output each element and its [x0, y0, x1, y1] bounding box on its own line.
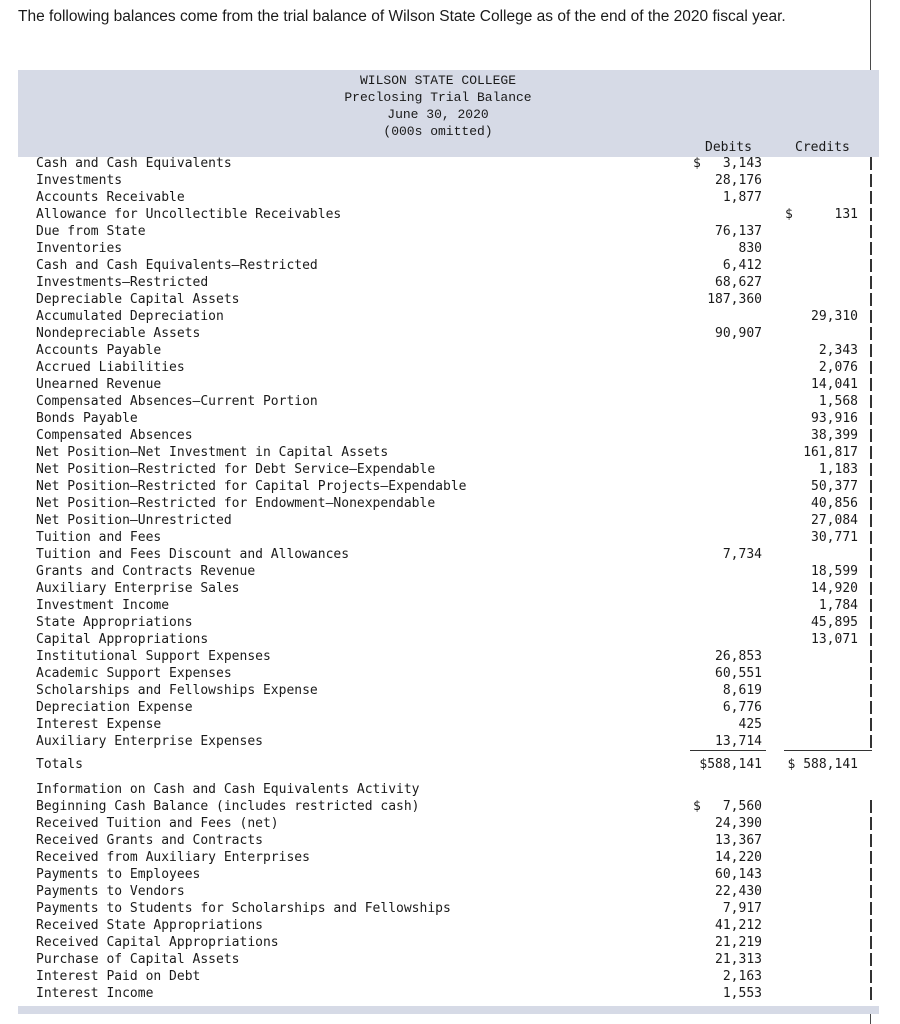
row-edge-marker [870, 953, 872, 966]
account-name: Accounts Receivable [36, 190, 185, 205]
table-row [18, 597, 879, 614]
row-edge-marker [870, 667, 872, 680]
credit-amount: 1,568 [818, 394, 858, 409]
cash-activity-amount: 21,219 [715, 935, 762, 950]
row-edge-marker [870, 902, 872, 915]
cash-activity-amount: 41,212 [715, 918, 762, 933]
debit-amount: 6,412 [722, 258, 762, 273]
table-row [18, 189, 879, 206]
table-row [18, 291, 879, 308]
debit-amount: 26,853 [715, 649, 762, 664]
row-edge-marker [870, 157, 872, 170]
table-row [18, 478, 879, 495]
account-name: Investments [36, 173, 123, 188]
totals-label: Totals [36, 757, 83, 772]
credit-amount: 2,343 [818, 343, 858, 358]
table-row [18, 325, 879, 342]
table-row [18, 308, 879, 325]
credit-amount: 131 [834, 207, 858, 222]
cash-activity-row [18, 900, 879, 917]
account-name: Net Position—Unrestricted [36, 513, 232, 528]
cash-activity-amount: 60,143 [715, 867, 762, 882]
account-name: Net Position—Restricted for Debt Service—Expendable [36, 462, 436, 477]
debit-amount: 76,137 [715, 224, 762, 239]
credit-amount: 29,310 [811, 309, 858, 324]
row-edge-marker [870, 718, 872, 731]
trial-balance-rows [18, 155, 879, 1002]
row-edge-marker [870, 327, 872, 340]
debits-column-header: Debits [705, 140, 752, 155]
table-row [18, 631, 879, 648]
cash-activity-amount: 13,367 [715, 833, 762, 848]
debit-amount: 8,619 [722, 683, 762, 698]
debit-amount: 1,877 [722, 190, 762, 205]
table-row [18, 665, 879, 682]
table-row [18, 427, 879, 444]
debit-amount: 60,551 [715, 666, 762, 681]
table-row [18, 172, 879, 189]
credit-total: $ 588,141 [787, 757, 858, 772]
debit-amount: 187,360 [707, 292, 762, 307]
cash-activity-label: Received Grants and Contracts [36, 833, 263, 848]
debit-amount: 425 [738, 717, 762, 732]
college-name: WILSON STATE COLLEGE [359, 73, 517, 88]
cash-activity-row [18, 951, 879, 968]
account-name: Nondepreciable Assets [36, 326, 201, 341]
account-name: Grants and Contracts Revenue [36, 564, 256, 579]
cash-activity-row [18, 985, 879, 1002]
credit-amount: 1,784 [818, 598, 858, 613]
row-edge-marker [870, 344, 872, 357]
table-row [18, 410, 879, 427]
table-row [18, 444, 879, 461]
row-edge-marker [870, 395, 872, 408]
account-name: Compensated Absences—Current Portion [36, 394, 318, 409]
credit-amount: 14,920 [811, 581, 858, 596]
debit-amount: 68,627 [715, 275, 762, 290]
account-name: Depreciation Expense [36, 700, 193, 715]
credit-amount: 14,041 [811, 377, 858, 392]
cash-activity-row [18, 815, 879, 832]
credit-amount: 50,377 [811, 479, 858, 494]
debit-amount: 90,907 [715, 326, 762, 341]
account-name: Interest Expense [36, 717, 162, 732]
table-row [18, 206, 879, 223]
statement-date: June 30, 2020 [387, 107, 489, 122]
cash-activity-row [18, 917, 879, 934]
row-edge-marker [870, 548, 872, 561]
cash-activity-amount: 21,313 [715, 952, 762, 967]
row-edge-marker [870, 225, 872, 238]
cash-activity-row [18, 968, 879, 985]
credit-amount: 93,916 [811, 411, 858, 426]
credit-amount: 30,771 [811, 530, 858, 545]
row-edge-marker [870, 276, 872, 289]
credit-amount: 38,399 [811, 428, 858, 443]
row-edge-marker [870, 616, 872, 629]
row-edge-marker [870, 412, 872, 425]
table-row [18, 393, 879, 410]
row-edge-marker [870, 582, 872, 595]
account-name: Accumulated Depreciation [36, 309, 224, 324]
cash-dollar-sign: $ [693, 799, 701, 814]
row-edge-marker [870, 480, 872, 493]
row-edge-marker [870, 701, 872, 714]
account-name: Net Position—Restricted for Endowment—Nonexpendable [36, 496, 436, 511]
cash-activity-amount: 24,390 [715, 816, 762, 831]
row-edge-marker [870, 293, 872, 306]
row-edge-marker [870, 633, 872, 646]
row-edge-marker [870, 650, 872, 663]
cash-activity-label: Payments to Students for Scholarships and Fellowships [36, 901, 451, 916]
table-row [18, 155, 879, 172]
table-row [18, 682, 879, 699]
table-row [18, 376, 879, 393]
row-edge-marker [870, 565, 872, 578]
cash-activity-row [18, 849, 879, 866]
cash-activity-amount: 1,553 [722, 986, 762, 1001]
account-name: Compensated Absences [36, 428, 193, 443]
cash-activity-amount: 14,220 [715, 850, 762, 865]
account-name: Cash and Cash Equivalents—Restricted [36, 258, 318, 273]
table-row [18, 240, 879, 257]
row-edge-marker [870, 259, 872, 272]
debit-amount: 3,143 [722, 156, 762, 171]
table-row [18, 699, 879, 716]
row-edge-marker [870, 987, 872, 1000]
credits-column-header: Credits [795, 140, 850, 155]
debit-total-rule [690, 750, 766, 751]
account-name: Scholarships and Fellowships Expense [36, 683, 318, 698]
table-row [18, 614, 879, 631]
table-row [18, 342, 879, 359]
table-row [18, 648, 879, 665]
table-row [18, 512, 879, 529]
table-row [18, 223, 879, 240]
table-row [18, 274, 879, 291]
row-edge-marker [870, 919, 872, 932]
credit-amount: 27,084 [811, 513, 858, 528]
row-edge-marker [870, 851, 872, 864]
totals-row [18, 756, 879, 773]
account-name: Academic Support Expenses [36, 666, 232, 681]
account-name: State Appropriations [36, 615, 193, 630]
table-row [18, 546, 879, 563]
row-edge-marker [870, 599, 872, 612]
cash-activity-row [18, 866, 879, 883]
cash-activity-title-row [18, 781, 879, 798]
row-edge-marker [870, 817, 872, 830]
account-name: Auxiliary Enterprise Expenses [36, 734, 263, 749]
credit-amount: 1,183 [818, 462, 858, 477]
credit-amount: 45,895 [811, 615, 858, 630]
table-row [18, 733, 879, 750]
row-edge-marker [870, 970, 872, 983]
credit-dollar-sign: $ [785, 207, 793, 222]
problem-intro: The following balances come from the trial balance of Wilson State College as of the end of the 2020 fiscal year. [18, 8, 786, 25]
row-edge-marker [870, 310, 872, 323]
row-edge-marker [870, 684, 872, 697]
account-name: Cash and Cash Equivalents [36, 156, 232, 171]
table-row [18, 495, 879, 512]
table-row [18, 580, 879, 597]
cash-activity-label: Beginning Cash Balance (includes restricted cash) [36, 799, 420, 814]
account-name: Auxiliary Enterprise Sales [36, 581, 240, 596]
account-name: Due from State [36, 224, 146, 239]
table-row [18, 529, 879, 546]
debit-amount: 830 [738, 241, 762, 256]
credit-amount: 161,817 [803, 445, 858, 460]
cash-activity-amount: 7,917 [722, 901, 762, 916]
cash-activity-amount: 2,163 [722, 969, 762, 984]
credit-amount: 40,856 [811, 496, 858, 511]
account-name: Bonds Payable [36, 411, 138, 426]
credit-total-rule [784, 750, 872, 751]
account-name: Net Position—Restricted for Capital Projects—Expendable [36, 479, 467, 494]
row-edge-marker [870, 936, 872, 949]
row-edge-marker [870, 885, 872, 898]
table-row [18, 257, 879, 274]
cash-activity-label: Received Capital Appropriations [36, 935, 279, 950]
row-edge-marker [870, 463, 872, 476]
account-name: Investments—Restricted [36, 275, 209, 290]
account-name: Allowance for Uncollectible Receivables [36, 207, 342, 222]
row-edge-marker [870, 208, 872, 221]
debit-amount: 7,734 [722, 547, 762, 562]
table-row [18, 716, 879, 733]
section-gap [18, 773, 879, 781]
cash-activity-label: Interest Income [36, 986, 154, 1001]
cash-activity-title: Information on Cash and Cash Equivalents Activity [36, 782, 420, 797]
credit-amount: 13,071 [811, 632, 858, 647]
cash-activity-row [18, 798, 879, 815]
table-bottom-band [18, 1006, 879, 1014]
units-note: (000s omitted) [383, 124, 493, 139]
debit-amount: 6,776 [722, 700, 762, 715]
account-name: Tuition and Fees Discount and Allowances [36, 547, 350, 562]
row-edge-marker [870, 242, 872, 255]
table-row [18, 359, 879, 376]
debit-amount: 28,176 [715, 173, 762, 188]
row-edge-marker [870, 800, 872, 813]
statement-title: Preclosing Trial Balance [344, 90, 532, 105]
account-name: Depreciable Capital Assets [36, 292, 240, 307]
row-edge-marker [870, 361, 872, 374]
cash-activity-label: Received from Auxiliary Enterprises [36, 850, 310, 865]
table-row [18, 563, 879, 580]
cash-activity-label: Purchase of Capital Assets [36, 952, 240, 967]
cash-activity-row [18, 832, 879, 849]
account-name: Institutional Support Expenses [36, 649, 271, 664]
cash-activity-amount: 7,560 [722, 799, 762, 814]
cash-activity-label: Received Tuition and Fees (net) [36, 816, 279, 831]
row-edge-marker [870, 868, 872, 881]
debit-amount: 13,714 [715, 734, 762, 749]
account-name: Accrued Liabilities [36, 360, 185, 375]
account-name: Net Position—Net Investment in Capital Assets [36, 445, 389, 460]
row-edge-marker [870, 378, 872, 391]
credit-amount: 18,599 [811, 564, 858, 579]
row-edge-marker [870, 531, 872, 544]
trial-balance-table [18, 70, 879, 1014]
account-name: Tuition and Fees [36, 530, 162, 545]
debit-total: $588,141 [699, 757, 762, 772]
row-edge-marker [870, 446, 872, 459]
cash-activity-label: Received State Appropriations [36, 918, 263, 933]
row-edge-marker [870, 429, 872, 442]
cash-activity-label: Payments to Employees [36, 867, 201, 882]
row-edge-marker [870, 735, 872, 748]
row-edge-marker [870, 514, 872, 527]
debit-dollar-sign: $ [693, 156, 701, 171]
cash-activity-label: Interest Paid on Debt [36, 969, 201, 984]
cash-activity-label: Payments to Vendors [36, 884, 185, 899]
row-edge-marker [870, 497, 872, 510]
cash-activity-row [18, 883, 879, 900]
account-name: Accounts Payable [36, 343, 162, 358]
row-edge-marker [870, 834, 872, 847]
account-name: Unearned Revenue [36, 377, 162, 392]
table-row [18, 461, 879, 478]
account-name: Capital Appropriations [36, 632, 209, 647]
row-edge-marker [870, 191, 872, 204]
credit-amount: 2,076 [818, 360, 858, 375]
row-edge-marker [870, 174, 872, 187]
account-name: Inventories [36, 241, 123, 256]
cash-activity-row [18, 934, 879, 951]
cash-activity-amount: 22,430 [715, 884, 762, 899]
account-name: Investment Income [36, 598, 170, 613]
